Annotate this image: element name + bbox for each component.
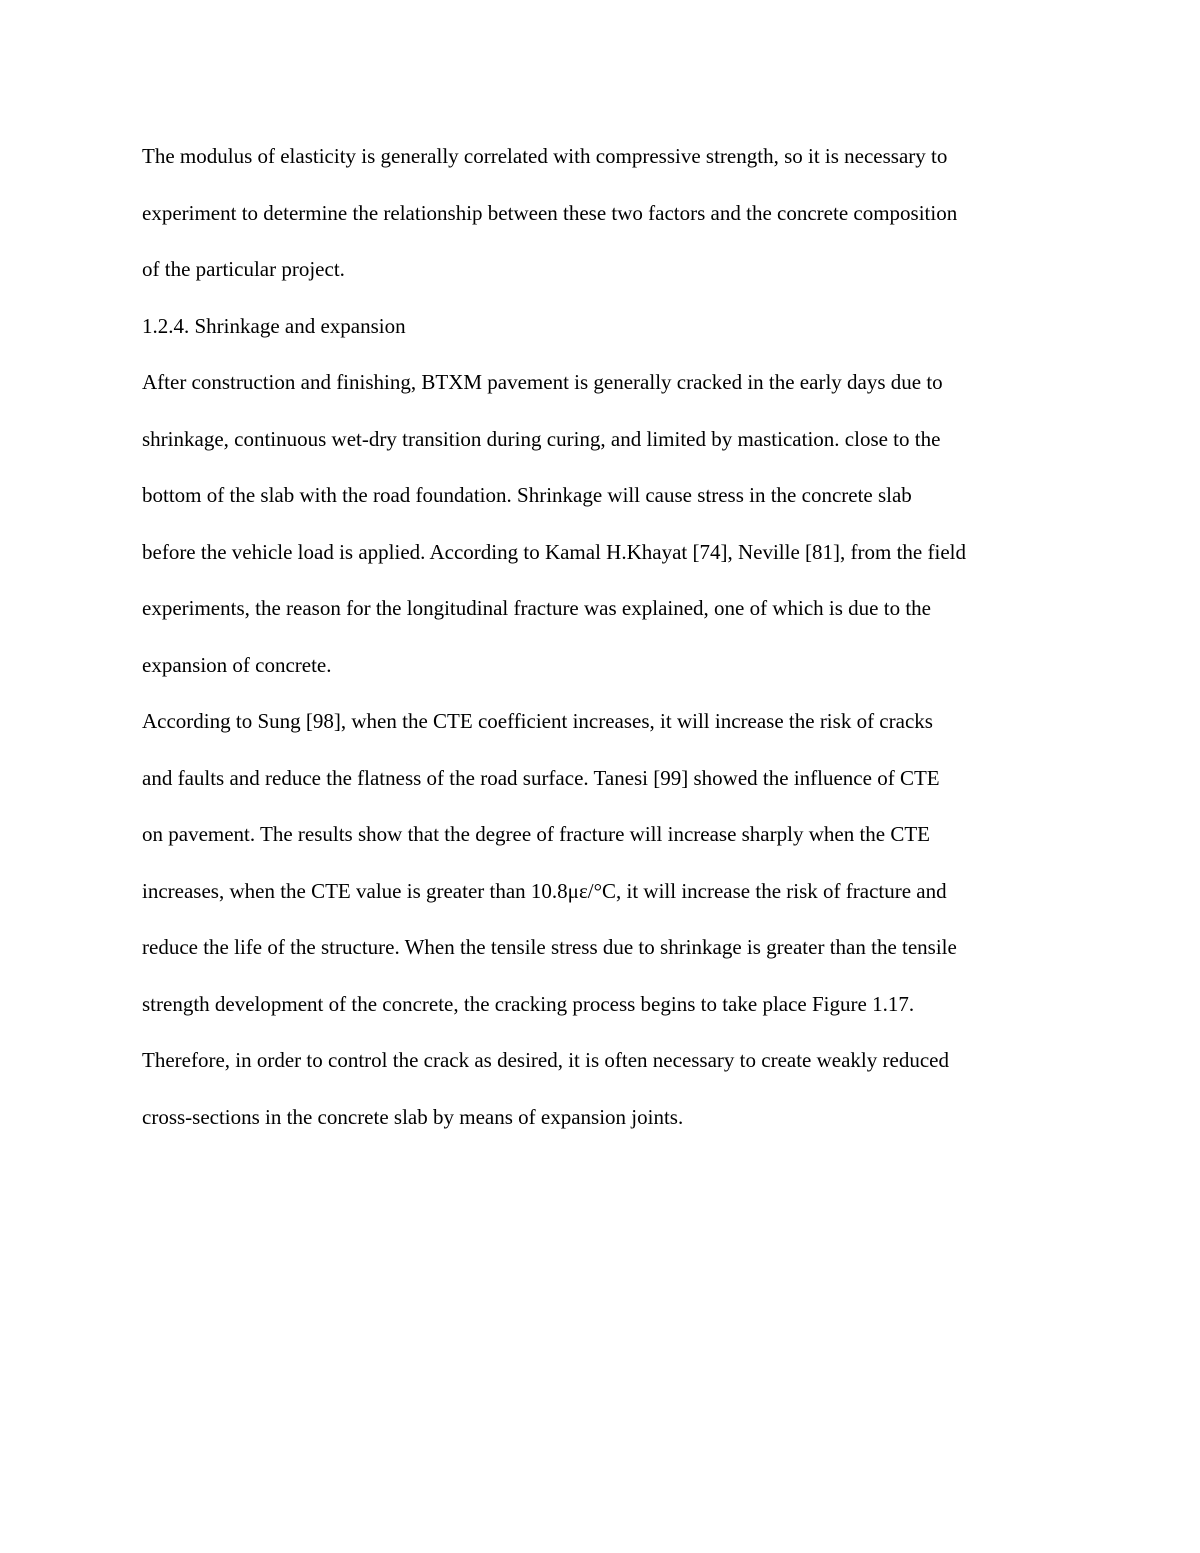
paragraph-line: strength development of the concrete, the cracking process begins to take place Figure 1.17. (142, 992, 915, 1016)
paragraph-line: shrinkage, continuous wet-dry transition during curing, and limited by mastication. close to the (142, 427, 941, 451)
paragraph-line: bottom of the slab with the road foundation. Shrinkage will cause stress in the concrete slab (142, 483, 912, 507)
paragraph-line: of the particular project. (142, 257, 345, 281)
paragraph-line: cross-sections in the concrete slab by means of expansion joints. (142, 1105, 684, 1129)
paragraph-line: According to Sung [98], when the CTE coefficient increases, it will increase the risk of cracks (142, 709, 933, 733)
paragraph-line: before the vehicle load is applied. According to Kamal H.Khayat [74], Neville [81], from the field (142, 540, 966, 564)
paragraph-line: on pavement. The results show that the degree of fracture will increase sharply when the CTE (142, 822, 931, 846)
paragraph-line: reduce the life of the structure. When the tensile stress due to shrinkage is greater than the tensile (142, 935, 957, 959)
paragraph-line: experiments, the reason for the longitudinal fracture was explained, one of which is due to the (142, 596, 931, 620)
paragraph-line: After construction and finishing, BTXM pavement is generally cracked in the early days due to (142, 370, 943, 394)
paragraph-line: Therefore, in order to control the crack as desired, it is often necessary to create weakly reduced (142, 1048, 949, 1072)
section-heading: 1.2.4. Shrinkage and expansion (142, 314, 406, 338)
paragraph-line: increases, when the CTE value is greater than 10.8με/°C, it will increase the risk of fracture and (142, 879, 947, 903)
paragraph-line: and faults and reduce the flatness of the road surface. Tanesi [99] showed the influence of CTE (142, 766, 940, 790)
paragraph-line: expansion of concrete. (142, 653, 332, 677)
paragraph-line: The modulus of elasticity is generally correlated with compressive strength, so it is necessary to (142, 144, 948, 168)
paragraph-line: experiment to determine the relationship between these two factors and the concrete composition (142, 201, 958, 225)
